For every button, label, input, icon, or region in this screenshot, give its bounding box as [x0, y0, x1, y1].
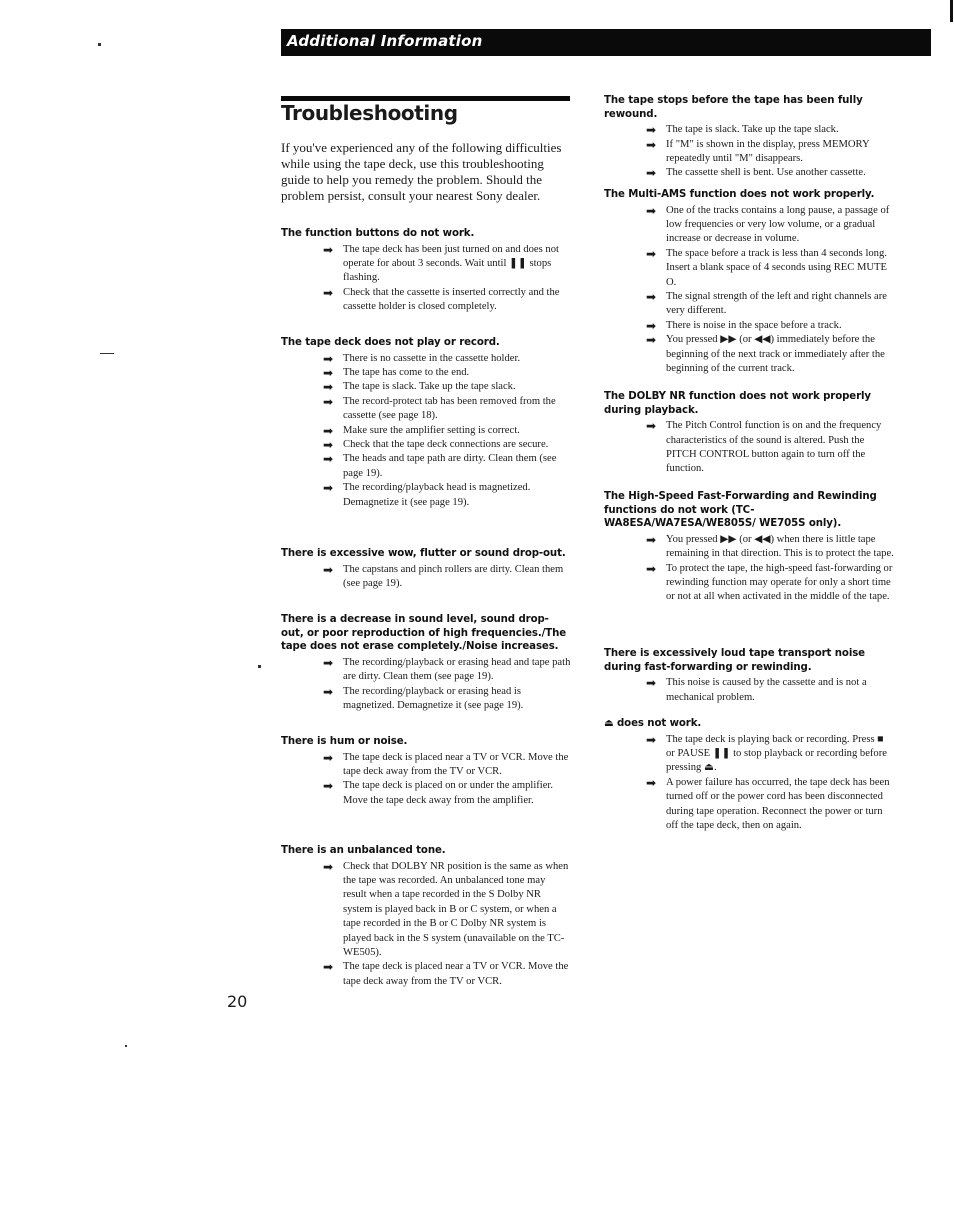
- section-heading: The function buttons do not work.: [281, 228, 475, 239]
- section-heading: The tape stops before the tape has been fully rewound.: [604, 95, 863, 120]
- arrow-icon: ➡: [646, 333, 657, 348]
- list-item: ➡ You pressed ▶▶ (or ◀◀) when there is little tape remaining in that direction. This is to protect the tape.: [646, 532, 894, 560]
- scan-speck: [258, 665, 261, 668]
- section-no-play-record: [281, 336, 571, 510]
- eject-icon: ⏏: [604, 718, 614, 729]
- list-item: ➡ One of the tracks contains a long pause, a passage of low frequencies or very low volume, or a gradual increase or decrease in volume.: [646, 203, 890, 245]
- arrow-icon: ➡: [646, 246, 657, 261]
- arrow-icon: ➡: [646, 732, 657, 747]
- list-item: ➡ There is no cassette in the cassette holder.: [323, 351, 521, 366]
- list-item: ➡ The heads and tape path are dirty. Clean them (see page 19).: [323, 452, 557, 479]
- arrow-icon: ➡: [323, 438, 334, 453]
- list-item: ➡ The tape is slack. Take up the tape slack.: [323, 380, 516, 395]
- list-item: ➡ If "M" is shown in the display, press MEMORY repeatedly until "M" disappears.: [646, 137, 870, 164]
- arrow-icon: ➡: [323, 394, 334, 409]
- section-dolby-nr: [604, 390, 894, 477]
- section-heading: The Multi-AMS function does not work properly.: [604, 189, 875, 200]
- arrow-icon: ➡: [646, 532, 657, 547]
- page-title: Troubleshooting: [281, 101, 458, 125]
- section-hum-noise: [281, 735, 571, 808]
- list-item: ➡ The space before a track is less than 4 seconds long. Insert a blank space of 4 seconds using REC MUTE O.: [646, 246, 887, 288]
- section-header-bar: [281, 29, 931, 56]
- list-item: ➡ The recording/playback or erasing head and tape path are dirty. Clean them (see page 19).: [323, 655, 571, 683]
- section-unbalanced-tone: [281, 844, 571, 989]
- arrow-icon: ➡: [646, 419, 657, 434]
- section-heading: There is excessively loud tape transport noise during fast-forwarding or rewinding.: [604, 648, 865, 673]
- arrow-icon: ➡: [646, 290, 657, 305]
- arrow-icon: ➡: [323, 481, 334, 496]
- page-number: 20: [227, 992, 248, 1011]
- page-edge-mark: [950, 0, 953, 22]
- list-item: ➡ The record-protect tab has been removed from the cassette (see page 18).: [323, 394, 556, 422]
- scan-speck: [98, 43, 101, 46]
- arrow-icon: ➡: [323, 242, 334, 257]
- list-item: ➡ Make sure the amplifier setting is correct.: [323, 423, 520, 438]
- list-item: ➡ You pressed ▶▶ (or ◀◀) immediately before the beginning of the next track or immediately after the beginning of the current track.: [646, 333, 885, 375]
- list-item: ➡ The tape deck is placed near a TV or VCR. Move the tape deck away from the TV or VCR.: [323, 960, 569, 987]
- list-item: ➡ The tape deck is playing back or recording. Press ■ or PAUSE ❚❚ to stop playback or recording before pressing ⏏.: [646, 732, 887, 774]
- arrow-icon: ➡: [323, 960, 334, 975]
- list-item: ➡ The tape deck is placed near a TV or VCR. Move the tape deck away from the TV or VCR.: [323, 750, 569, 777]
- arrow-icon: ➡: [323, 779, 334, 794]
- list-item: ➡ The cassette shell is bent. Use another cassette.: [646, 166, 866, 181]
- list-item: ➡ There is noise in the space before a track.: [646, 318, 842, 333]
- section-high-speed: [604, 490, 894, 605]
- scan-speck: [100, 353, 114, 354]
- intro-paragraph: If you've experienced any of the following difficulties while using the tape deck, use this troubleshooting guide to help you remedy the problem. Should the problem persist, consult your nearest Sony dealer.: [281, 140, 562, 203]
- section-function-buttons: [281, 227, 571, 315]
- list-item: ➡ This noise is caused by the cassette and is not a mechanical problem.: [646, 676, 867, 703]
- section-heading: There is a decrease in sound level, sound drop-out, or poor reproduction of high frequencies./The tape does not erase completely./Noise increases.: [281, 614, 567, 653]
- arrow-icon: ➡: [323, 452, 334, 467]
- arrow-icon: ➡: [646, 123, 657, 138]
- arrow-icon: ➡: [323, 366, 334, 380]
- arrow-icon: ➡: [646, 203, 657, 218]
- section-heading: The DOLBY NR function does not work properly during playback.: [604, 391, 871, 416]
- arrow-icon: ➡: [323, 380, 334, 395]
- list-item: ➡ The tape is slack. Take up the tape slack.: [646, 123, 839, 138]
- list-item: ➡ The recording/playback head is magnetized. Demagnetize it (see page 19).: [323, 481, 531, 508]
- arrow-icon: ➡: [323, 655, 334, 670]
- arrow-icon: ➡: [323, 285, 334, 300]
- list-item: ➡ The signal strength of the left and right channels are very different.: [646, 290, 887, 317]
- list-item: ➡ The tape has come to the end.: [323, 366, 470, 380]
- arrow-icon: ➡: [323, 750, 334, 765]
- list-item: ➡ The Pitch Control function is on and the frequency characteristics of the sound is altered. Push the PITCH CONTROL button again to turn off the function.: [646, 419, 882, 475]
- list-item: ➡ The tape deck is placed on or under the amplifier. Move the tape deck away from the amplifier.: [323, 779, 554, 806]
- list-item: ➡ To protect the tape, the high-speed fast-forwarding or rewinding function may operate for only a short time or not at all when activated in the middle of the tape.: [646, 561, 893, 603]
- arrow-icon: ➡: [646, 166, 657, 181]
- list-item: ➡ Check that the cassette is inserted correctly and the cassette holder is closed completely.: [323, 285, 560, 313]
- arrow-icon: ➡: [323, 423, 334, 438]
- arrow-icon: ➡: [323, 562, 334, 577]
- arrow-icon: ➡: [323, 351, 334, 366]
- list-item: ➡ Check that the tape deck connections are secure.: [323, 438, 549, 453]
- section-heading: The tape deck does not play or record.: [281, 337, 500, 348]
- section-heading: There is an unbalanced tone.: [281, 845, 446, 856]
- scan-speck: [125, 1045, 127, 1047]
- arrow-icon: ➡: [646, 775, 657, 790]
- section-tape-stops: [604, 94, 894, 181]
- arrow-icon: ➡: [646, 318, 657, 333]
- arrow-icon: ➡: [323, 684, 334, 699]
- arrow-icon: ➡: [646, 676, 657, 691]
- arrow-icon: ➡: [646, 137, 657, 152]
- list-item: ➡ The tape deck has been just turned on and does not operate for about 3 seconds. Wait until ❚❚ stops flashing.: [323, 242, 559, 284]
- list-item: ➡ Check that DOLBY NR position is the same as when the tape was recorded. An unbalanced tone may result when a tape recorded in the S Dolby NR system is played back in B or C system, or when a tape recorded in the B or C Dolby NR system is played back in the S system (unavailable on the TC-WE505).: [323, 859, 569, 959]
- section-heading: ⏏ does not work.: [604, 718, 702, 729]
- section-multi-ams: [604, 188, 894, 376]
- arrow-icon: ➡: [646, 561, 657, 576]
- section-transport-noise: [604, 647, 894, 705]
- section-sound-level: [281, 613, 571, 713]
- arrow-icon: ➡: [323, 859, 334, 874]
- list-item: ➡ The recording/playback or erasing head is magnetized. Demagnetize it (see page 19).: [323, 684, 524, 711]
- section-heading: There is hum or noise.: [281, 736, 408, 747]
- list-item: ➡ A power failure has occurred, the tape deck has been turned off or the power cord has been disconnected during tape operation. Reconnect the power or turn off the tape deck, then on again.: [646, 775, 890, 832]
- list-item: ➡ The capstans and pinch rollers are dirty. Clean them (see page 19).: [323, 562, 564, 589]
- section-heading: There is excessive wow, flutter or sound drop-out.: [281, 548, 566, 559]
- section-wow-flutter: [281, 547, 571, 591]
- section-header-label: Additional Information: [287, 32, 483, 50]
- section-heading: The High-Speed Fast-Forwarding and Rewinding functions do not work (TC-WA8ESA/WA7ESA/WE805S/ WE705S only).: [604, 491, 877, 530]
- section-eject: [604, 717, 894, 833]
